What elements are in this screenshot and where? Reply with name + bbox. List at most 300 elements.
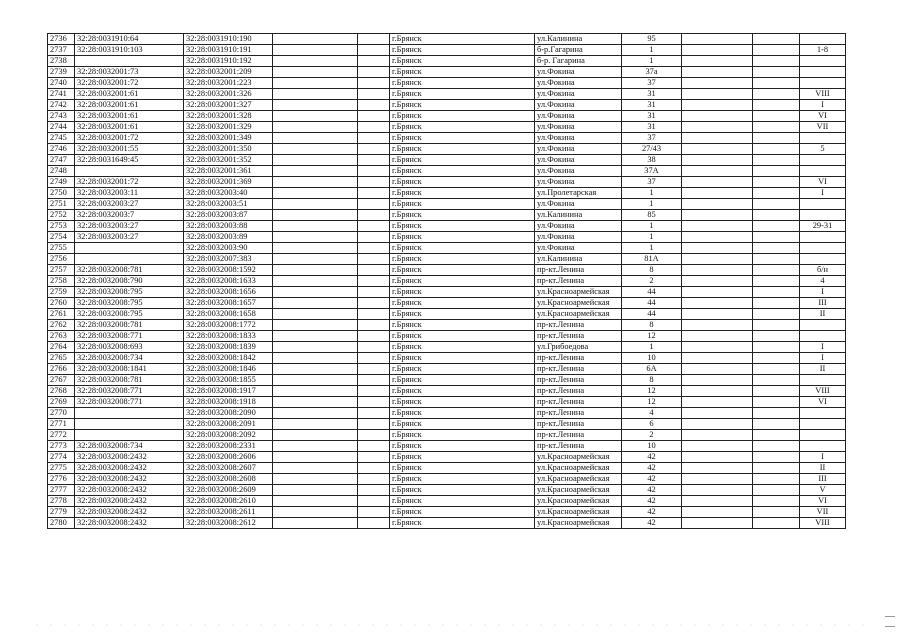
- table-row: [48, 210, 846, 221]
- cadastral-object-cell: 32:28:0032001:352: [184, 155, 273, 166]
- city-cell: г.Брянск: [390, 408, 535, 419]
- empty-cell: [273, 243, 358, 254]
- house-number-cell: 10: [622, 353, 682, 364]
- premises-number-cell: б/н: [800, 265, 846, 276]
- premises-number-cell: [800, 166, 846, 177]
- empty-cell: [753, 67, 800, 78]
- cadastral-object-cell: 32:28:0032008:1833: [184, 331, 273, 342]
- street-cell: ул.Красноармейская: [535, 485, 622, 496]
- table-row: [48, 309, 846, 320]
- empty-cell: [358, 100, 390, 111]
- empty-cell: [682, 210, 753, 221]
- cadastral-parcel-cell: 32:28:0032008:2432: [75, 485, 184, 496]
- empty-cell: [273, 474, 358, 485]
- house-number-cell: 42: [622, 485, 682, 496]
- empty-cell: [682, 199, 753, 210]
- street-cell: ул.Пролетарская: [535, 188, 622, 199]
- house-number-cell: 6А: [622, 364, 682, 375]
- house-number-cell: 42: [622, 496, 682, 507]
- premises-number-cell: [800, 419, 846, 430]
- city-cell: г.Брянск: [390, 78, 535, 89]
- empty-cell: [273, 463, 358, 474]
- premises-number-cell: [800, 408, 846, 419]
- empty-cell: [273, 100, 358, 111]
- empty-cell: [273, 518, 358, 529]
- street-cell: ул.Красноармейская: [535, 463, 622, 474]
- empty-cell: [358, 452, 390, 463]
- row-number-cell: 2759: [48, 287, 75, 298]
- cadastral-object-cell: 32:28:0032008:2609: [184, 485, 273, 496]
- street-cell: ул.Фокина: [535, 243, 622, 254]
- cadastral-object-cell: 32:28:0032008:2608: [184, 474, 273, 485]
- row-number-cell: 2763: [48, 331, 75, 342]
- cadastral-parcel-cell: 32:28:0032008:1841: [75, 364, 184, 375]
- empty-cell: [682, 155, 753, 166]
- empty-cell: [358, 177, 390, 188]
- row-number-cell: 2752: [48, 210, 75, 221]
- house-number-cell: 85: [622, 210, 682, 221]
- empty-cell: [273, 45, 358, 56]
- empty-cell: [753, 364, 800, 375]
- city-cell: г.Брянск: [390, 518, 535, 529]
- empty-cell: [753, 89, 800, 100]
- cadastral-parcel-cell: 32:28:0032008:771: [75, 397, 184, 408]
- empty-cell: [753, 144, 800, 155]
- cadastral-parcel-cell: 32:28:0032001:72: [75, 133, 184, 144]
- city-cell: г.Брянск: [390, 320, 535, 331]
- house-number-cell: 12: [622, 386, 682, 397]
- empty-cell: [358, 298, 390, 309]
- cadastral-parcel-cell: 32:28:0032008:2432: [75, 496, 184, 507]
- premises-number-cell: VII: [800, 507, 846, 518]
- empty-cell: [273, 155, 358, 166]
- house-number-cell: 37: [622, 78, 682, 89]
- cadastral-parcel-cell: 32:28:0032008:790: [75, 276, 184, 287]
- street-cell: б-р. Гагарина: [535, 56, 622, 67]
- street-cell: ул.Калинина: [535, 210, 622, 221]
- empty-cell: [753, 375, 800, 386]
- street-cell: пр-кт.Ленина: [535, 419, 622, 430]
- cadastral-parcel-cell: 32:28:0031649:45: [75, 155, 184, 166]
- house-number-cell: 27/43: [622, 144, 682, 155]
- empty-cell: [273, 507, 358, 518]
- empty-cell: [682, 518, 753, 529]
- empty-cell: [358, 518, 390, 529]
- premises-number-cell: II: [800, 364, 846, 375]
- empty-cell: [273, 254, 358, 265]
- row-number-cell: 2776: [48, 474, 75, 485]
- street-cell: пр-кт.Ленина: [535, 320, 622, 331]
- street-cell: пр-кт.Ленина: [535, 375, 622, 386]
- cadastral-parcel-cell: 32:28:0032001:55: [75, 144, 184, 155]
- table-row: [48, 474, 846, 485]
- street-cell: пр-кт.Ленина: [535, 430, 622, 441]
- empty-cell: [273, 166, 358, 177]
- cadastral-parcel-cell: 32:28:0032008:2432: [75, 507, 184, 518]
- empty-cell: [358, 210, 390, 221]
- empty-cell: [273, 485, 358, 496]
- city-cell: г.Брянск: [390, 45, 535, 56]
- cadastral-object-cell: 32:28:0032001:369: [184, 177, 273, 188]
- street-cell: пр-кт.Ленина: [535, 276, 622, 287]
- empty-cell: [358, 34, 390, 45]
- premises-number-cell: VI: [800, 111, 846, 122]
- house-number-cell: 1: [622, 188, 682, 199]
- table-row: [48, 45, 846, 56]
- premises-number-cell: VIII: [800, 386, 846, 397]
- row-number-cell: 2774: [48, 452, 75, 463]
- empty-cell: [753, 342, 800, 353]
- house-number-cell: 44: [622, 309, 682, 320]
- table-row: [48, 221, 846, 232]
- house-number-cell: 6: [622, 419, 682, 430]
- cadastral-object-cell: 32:28:0032003:51: [184, 199, 273, 210]
- empty-cell: [358, 232, 390, 243]
- empty-cell: [682, 441, 753, 452]
- premises-number-cell: [800, 243, 846, 254]
- empty-cell: [682, 287, 753, 298]
- empty-cell: [753, 111, 800, 122]
- table-row: [48, 287, 846, 298]
- city-cell: г.Брянск: [390, 276, 535, 287]
- street-cell: пр-кт.Ленина: [535, 397, 622, 408]
- empty-cell: [682, 111, 753, 122]
- empty-cell: [358, 221, 390, 232]
- house-number-cell: 42: [622, 507, 682, 518]
- house-number-cell: 1: [622, 232, 682, 243]
- empty-cell: [358, 111, 390, 122]
- house-number-cell: 42: [622, 463, 682, 474]
- table-row: [48, 199, 846, 210]
- cadastral-parcel-cell: 32:28:0032003:11: [75, 188, 184, 199]
- empty-cell: [358, 320, 390, 331]
- table-row: [48, 507, 846, 518]
- premises-number-cell: [800, 133, 846, 144]
- cadastral-parcel-cell: 32:28:0031910:103: [75, 45, 184, 56]
- house-number-cell: 1: [622, 45, 682, 56]
- row-number-cell: 2777: [48, 485, 75, 496]
- empty-cell: [358, 287, 390, 298]
- empty-cell: [273, 188, 358, 199]
- row-number-cell: 2757: [48, 265, 75, 276]
- empty-cell: [273, 386, 358, 397]
- row-number-cell: 2747: [48, 155, 75, 166]
- cadastral-object-cell: 32:28:0032001:209: [184, 67, 273, 78]
- premises-number-cell: II: [800, 309, 846, 320]
- empty-cell: [273, 452, 358, 463]
- street-cell: ул.Фокина: [535, 199, 622, 210]
- cadastral-parcel-cell: 32:28:0032003:27: [75, 221, 184, 232]
- row-number-cell: 2775: [48, 463, 75, 474]
- row-number-cell: 2756: [48, 254, 75, 265]
- empty-cell: [358, 463, 390, 474]
- premises-number-cell: [800, 67, 846, 78]
- cadastral-parcel-cell: 32:28:0031910:64: [75, 34, 184, 45]
- premises-number-cell: III: [800, 298, 846, 309]
- street-cell: ул.Калинина: [535, 254, 622, 265]
- empty-cell: [273, 67, 358, 78]
- empty-cell: [682, 386, 753, 397]
- empty-cell: [358, 265, 390, 276]
- empty-cell: [358, 166, 390, 177]
- row-number-cell: 2753: [48, 221, 75, 232]
- table-row: [48, 122, 846, 133]
- house-number-cell: 1: [622, 243, 682, 254]
- house-number-cell: 37а: [622, 67, 682, 78]
- empty-cell: [682, 34, 753, 45]
- row-number-cell: 2780: [48, 518, 75, 529]
- empty-cell: [682, 144, 753, 155]
- cadastral-object-cell: 32:28:0032008:2611: [184, 507, 273, 518]
- empty-cell: [682, 463, 753, 474]
- house-number-cell: 1: [622, 221, 682, 232]
- street-cell: ул.Красноармейская: [535, 507, 622, 518]
- empty-cell: [358, 474, 390, 485]
- empty-cell: [273, 320, 358, 331]
- city-cell: г.Брянск: [390, 188, 535, 199]
- empty-cell: [273, 78, 358, 89]
- empty-cell: [358, 397, 390, 408]
- house-number-cell: 95: [622, 34, 682, 45]
- city-cell: г.Брянск: [390, 199, 535, 210]
- table-row: [48, 298, 846, 309]
- empty-cell: [682, 243, 753, 254]
- empty-cell: [753, 133, 800, 144]
- house-number-cell: 44: [622, 298, 682, 309]
- row-number-cell: 2743: [48, 111, 75, 122]
- empty-cell: [682, 485, 753, 496]
- house-number-cell: 31: [622, 111, 682, 122]
- city-cell: г.Брянск: [390, 331, 535, 342]
- table-row: [48, 133, 846, 144]
- empty-cell: [682, 254, 753, 265]
- city-cell: г.Брянск: [390, 177, 535, 188]
- empty-cell: [358, 507, 390, 518]
- empty-cell: [273, 331, 358, 342]
- property-register-table: [47, 33, 846, 529]
- premises-number-cell: [800, 34, 846, 45]
- city-cell: г.Брянск: [390, 221, 535, 232]
- row-number-cell: 2773: [48, 441, 75, 452]
- row-number-cell: 2760: [48, 298, 75, 309]
- row-number-cell: 2746: [48, 144, 75, 155]
- cadastral-object-cell: 32:28:0032008:1918: [184, 397, 273, 408]
- street-cell: ул.Калинина: [535, 34, 622, 45]
- street-cell: ул.Фокина: [535, 221, 622, 232]
- empty-cell: [358, 430, 390, 441]
- table-row: [48, 364, 846, 375]
- house-number-cell: 31: [622, 122, 682, 133]
- cadastral-object-cell: 32:28:0032007:383: [184, 254, 273, 265]
- row-number-cell: 2771: [48, 419, 75, 430]
- empty-cell: [753, 199, 800, 210]
- empty-cell: [358, 441, 390, 452]
- empty-cell: [753, 463, 800, 474]
- house-number-cell: 31: [622, 100, 682, 111]
- empty-cell: [273, 56, 358, 67]
- street-cell: ул.Фокина: [535, 111, 622, 122]
- cadastral-parcel-cell: 32:28:0032003:27: [75, 232, 184, 243]
- city-cell: г.Брянск: [390, 375, 535, 386]
- table-row: [48, 243, 846, 254]
- empty-cell: [753, 485, 800, 496]
- cadastral-parcel-cell: 32:28:0032008:795: [75, 309, 184, 320]
- cadastral-parcel-cell: 32:28:0032008:771: [75, 331, 184, 342]
- empty-cell: [753, 254, 800, 265]
- cadastral-parcel-cell: 32:28:0032008:781: [75, 265, 184, 276]
- premises-number-cell: I: [800, 100, 846, 111]
- table-row: [48, 265, 846, 276]
- table-row: [48, 463, 846, 474]
- empty-cell: [358, 309, 390, 320]
- cadastral-object-cell: 32:28:0032008:1839: [184, 342, 273, 353]
- table-row: [48, 419, 846, 430]
- empty-cell: [753, 496, 800, 507]
- premises-number-cell: VI: [800, 397, 846, 408]
- cadastral-parcel-cell: 32:28:0032008:693: [75, 342, 184, 353]
- premises-number-cell: [800, 232, 846, 243]
- house-number-cell: 2: [622, 430, 682, 441]
- register-body: [48, 34, 846, 529]
- scan-noise: [30, 622, 870, 628]
- empty-cell: [273, 419, 358, 430]
- house-number-cell: 12: [622, 397, 682, 408]
- table-row: [48, 78, 846, 89]
- house-number-cell: 8: [622, 320, 682, 331]
- table-row: [48, 397, 846, 408]
- empty-cell: [273, 111, 358, 122]
- empty-cell: [753, 122, 800, 133]
- cadastral-object-cell: 32:28:0032008:1855: [184, 375, 273, 386]
- street-cell: ул.Фокина: [535, 177, 622, 188]
- row-number-cell: 2744: [48, 122, 75, 133]
- city-cell: г.Брянск: [390, 133, 535, 144]
- house-number-cell: 8: [622, 375, 682, 386]
- house-number-cell: 37: [622, 177, 682, 188]
- cadastral-parcel-cell: 32:28:0032003:7: [75, 210, 184, 221]
- empty-cell: [358, 331, 390, 342]
- cadastral-object-cell: 32:28:0032008:1633: [184, 276, 273, 287]
- cadastral-object-cell: 32:28:0032008:2091: [184, 419, 273, 430]
- empty-cell: [682, 430, 753, 441]
- empty-cell: [682, 276, 753, 287]
- cadastral-parcel-cell: [75, 166, 184, 177]
- empty-cell: [682, 309, 753, 320]
- empty-cell: [273, 298, 358, 309]
- table-row: [48, 254, 846, 265]
- premises-number-cell: [800, 320, 846, 331]
- table-row: [48, 56, 846, 67]
- cadastral-object-cell: 32:28:0032008:2610: [184, 496, 273, 507]
- empty-cell: [753, 265, 800, 276]
- row-number-cell: 2778: [48, 496, 75, 507]
- table-row: [48, 518, 846, 529]
- table-row: [48, 89, 846, 100]
- empty-cell: [753, 243, 800, 254]
- empty-cell: [682, 353, 753, 364]
- cadastral-parcel-cell: 32:28:0032008:2432: [75, 463, 184, 474]
- table-row: [48, 375, 846, 386]
- premises-number-cell: I: [800, 188, 846, 199]
- empty-cell: [358, 353, 390, 364]
- row-number-cell: 2742: [48, 100, 75, 111]
- cadastral-object-cell: 32:28:0032001:327: [184, 100, 273, 111]
- table-row: [48, 386, 846, 397]
- empty-cell: [682, 375, 753, 386]
- city-cell: г.Брянск: [390, 34, 535, 45]
- premises-number-cell: 4: [800, 276, 846, 287]
- house-number-cell: 38: [622, 155, 682, 166]
- cadastral-parcel-cell: 32:28:0032008:734: [75, 441, 184, 452]
- city-cell: г.Брянск: [390, 430, 535, 441]
- premises-number-cell: III: [800, 474, 846, 485]
- cadastral-object-cell: 32:28:0032003:90: [184, 243, 273, 254]
- city-cell: г.Брянск: [390, 419, 535, 430]
- row-number-cell: 2755: [48, 243, 75, 254]
- premises-number-cell: I: [800, 342, 846, 353]
- empty-cell: [273, 441, 358, 452]
- empty-cell: [358, 496, 390, 507]
- empty-cell: [358, 199, 390, 210]
- empty-cell: [682, 364, 753, 375]
- row-number-cell: 2741: [48, 89, 75, 100]
- row-number-cell: 2766: [48, 364, 75, 375]
- empty-cell: [682, 89, 753, 100]
- cadastral-object-cell: 32:28:0032008:1656: [184, 287, 273, 298]
- cadastral-object-cell: 32:28:0032008:2331: [184, 441, 273, 452]
- empty-cell: [753, 518, 800, 529]
- empty-cell: [753, 45, 800, 56]
- table-row: [48, 177, 846, 188]
- premises-number-cell: II: [800, 463, 846, 474]
- cadastral-object-cell: 32:28:0032001:329: [184, 122, 273, 133]
- cadastral-parcel-cell: 32:28:0032001:72: [75, 78, 184, 89]
- premises-number-cell: [800, 331, 846, 342]
- premises-number-cell: [800, 375, 846, 386]
- empty-cell: [753, 78, 800, 89]
- cadastral-parcel-cell: 32:28:0032001:61: [75, 122, 184, 133]
- empty-cell: [358, 144, 390, 155]
- street-cell: ул.Фокина: [535, 155, 622, 166]
- empty-cell: [273, 144, 358, 155]
- cadastral-object-cell: 32:28:0032008:1917: [184, 386, 273, 397]
- empty-cell: [682, 133, 753, 144]
- table-row: [48, 155, 846, 166]
- premises-number-cell: [800, 210, 846, 221]
- street-cell: ул.Фокина: [535, 78, 622, 89]
- city-cell: г.Брянск: [390, 342, 535, 353]
- cadastral-parcel-cell: 32:28:0032008:781: [75, 375, 184, 386]
- empty-cell: [358, 45, 390, 56]
- empty-cell: [358, 56, 390, 67]
- house-number-cell: 42: [622, 474, 682, 485]
- city-cell: г.Брянск: [390, 232, 535, 243]
- table-row: [48, 100, 846, 111]
- premises-number-cell: 1-8: [800, 45, 846, 56]
- empty-cell: [273, 430, 358, 441]
- cadastral-parcel-cell: 32:28:0032008:2432: [75, 452, 184, 463]
- cadastral-object-cell: 32:28:0032003:88: [184, 221, 273, 232]
- premises-number-cell: VIII: [800, 518, 846, 529]
- cadastral-object-cell: 32:28:0032008:2607: [184, 463, 273, 474]
- street-cell: пр-кт.Ленина: [535, 364, 622, 375]
- empty-cell: [753, 232, 800, 243]
- table-row: [48, 353, 846, 364]
- cadastral-object-cell: 32:28:0031910:192: [184, 56, 273, 67]
- cadastral-parcel-cell: 32:28:0032008:771: [75, 386, 184, 397]
- empty-cell: [273, 496, 358, 507]
- empty-cell: [682, 496, 753, 507]
